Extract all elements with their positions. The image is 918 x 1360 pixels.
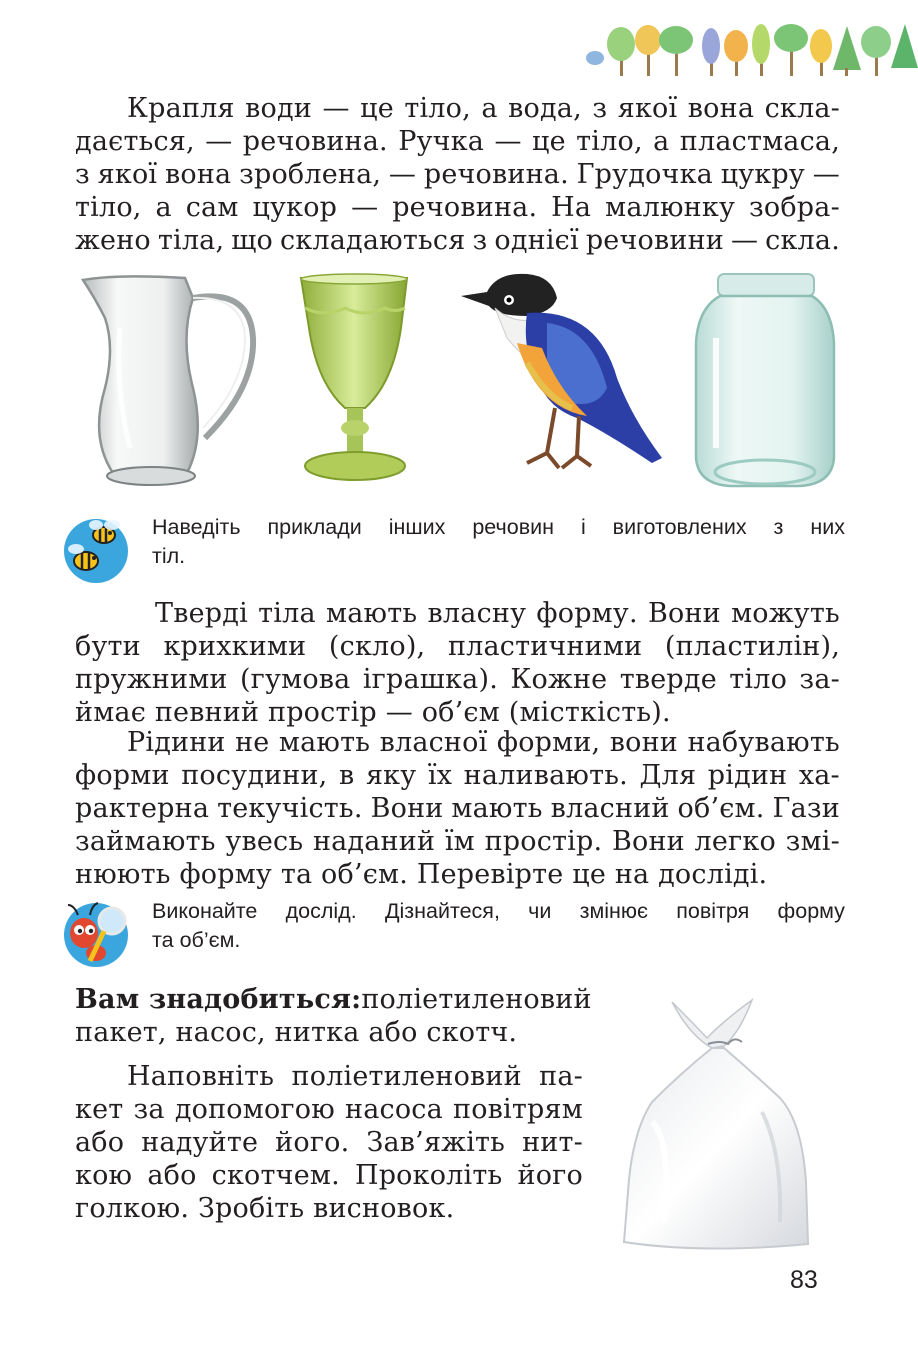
paragraph-experiment-instructions: [75, 1060, 583, 1225]
word: з: [75, 159, 90, 190]
word: Вони: [647, 598, 721, 629]
word: об’єм.: [321, 859, 409, 890]
word: це: [360, 93, 394, 124]
word: води: [245, 93, 313, 124]
word: —: [494, 126, 522, 157]
word: На: [551, 192, 592, 223]
word: інших: [388, 515, 446, 539]
task-text: [152, 513, 845, 571]
word: Дізнайтеся,: [384, 899, 500, 923]
word: форму: [777, 899, 845, 923]
word: Грудочка: [576, 159, 713, 190]
text-line: [152, 926, 845, 955]
word: можуть: [731, 598, 840, 629]
word: зобра-: [748, 192, 840, 223]
word: жено: [75, 225, 151, 256]
word: кет: [75, 1094, 124, 1125]
ant-magnifier-icon: [60, 897, 132, 969]
text-line: [75, 825, 840, 858]
word: скотч.: [426, 1017, 518, 1048]
word: Виконайте: [152, 899, 258, 923]
word: па-: [539, 1061, 583, 1092]
word: них: [810, 515, 845, 539]
word: що: [231, 225, 274, 256]
word: речовина.: [423, 159, 569, 190]
word: (скло),: [328, 631, 426, 662]
word: об’єм.: [179, 928, 241, 952]
word: дослід.: [285, 899, 357, 923]
word: Наведіть: [152, 515, 241, 539]
text-line: [75, 597, 840, 630]
word: Для: [639, 760, 697, 791]
materials-label: Вам знадобиться:: [75, 984, 362, 1015]
task-text: [152, 897, 845, 955]
word: форми,: [496, 727, 601, 758]
glass-bird-icon: [457, 268, 667, 493]
word: наданий: [312, 826, 436, 857]
word: за: [133, 1094, 165, 1125]
word: досліді.: [658, 859, 768, 890]
word: вони: [609, 727, 678, 758]
word: цукор: [252, 192, 338, 223]
word: нитка: [274, 1017, 360, 1048]
word: скотчем.: [211, 1160, 340, 1191]
word: простір: [268, 697, 377, 728]
text-line: [75, 1060, 583, 1093]
word: власну: [427, 598, 527, 629]
word: вона: [164, 159, 232, 190]
word: Зробіть: [197, 1193, 305, 1224]
word: форму.: [536, 598, 638, 629]
word: пакет,: [75, 1017, 167, 1048]
word: висновок.: [313, 1193, 455, 1224]
text-line: [75, 759, 840, 792]
word: текучість.: [217, 793, 363, 824]
word: вона: [687, 93, 755, 124]
word: з: [773, 515, 784, 539]
word: Рідини: [127, 727, 226, 758]
word: Кожне: [510, 664, 608, 695]
word: насос,: [175, 1017, 266, 1048]
word: або: [147, 1160, 197, 1191]
word: пластмаса,: [679, 126, 840, 157]
text-line: [75, 125, 840, 158]
word: приклади: [267, 515, 362, 539]
word: Перевірте: [416, 859, 564, 890]
word: —: [322, 93, 350, 124]
green-goblet-icon: [295, 268, 415, 493]
word: їм: [444, 826, 475, 857]
word: поліетиленовий: [361, 984, 592, 1015]
word: скла-: [764, 93, 840, 124]
word: якої: [97, 159, 158, 190]
word: тіло,: [75, 192, 142, 223]
plastic-bag-icon: [612, 992, 822, 1260]
text-line: [75, 663, 840, 696]
task-experiment: [60, 897, 845, 977]
word: яку: [365, 760, 417, 791]
word: його: [517, 1160, 583, 1191]
word: тверде: [619, 664, 717, 695]
word: поліетиленовий: [291, 1061, 522, 1092]
word: однієї: [494, 225, 579, 256]
word: вода,: [508, 93, 582, 124]
word: на: [614, 859, 650, 890]
word: тіл.: [152, 544, 186, 568]
word: Тверді: [155, 598, 248, 629]
word: сам: [185, 192, 239, 223]
word: надуйте: [141, 1127, 259, 1158]
word: речовини: [585, 225, 724, 256]
word: речовина.: [392, 192, 538, 223]
word: рідин: [707, 760, 788, 791]
text-line: [75, 92, 840, 125]
word: об’єм: [421, 697, 500, 728]
word: займають: [75, 826, 216, 857]
paragraph-liquids-gases: [75, 726, 840, 891]
word: з: [472, 225, 488, 256]
word: змі-: [785, 826, 840, 857]
word: повітрям: [453, 1094, 583, 1125]
word: і: [580, 515, 586, 539]
word: тіло,: [576, 126, 643, 157]
word: складаються: [280, 225, 466, 256]
word: це: [532, 126, 566, 157]
word: —: [351, 192, 379, 223]
word: —: [812, 159, 840, 190]
word: їх: [427, 760, 453, 791]
word: простір.: [484, 826, 603, 857]
glass-jar-icon: [690, 268, 840, 493]
word: та: [280, 859, 313, 890]
word: наливають.: [463, 760, 628, 791]
word: Вони: [611, 826, 685, 857]
word: мають: [278, 727, 371, 758]
glass-objects-photos: [75, 268, 840, 493]
word: мають: [326, 598, 418, 629]
word: крихкими: [163, 631, 307, 662]
glass-jug-icon: [75, 268, 265, 493]
word: зроблена,: [239, 159, 382, 190]
word: з: [592, 93, 608, 124]
word: ймає: [75, 697, 147, 728]
word: а: [481, 93, 498, 124]
word: (гумова: [239, 664, 351, 695]
word: змінює: [579, 899, 649, 923]
word: за-: [799, 664, 840, 695]
word: Крапля: [127, 93, 235, 124]
text-line: [152, 513, 845, 542]
word: об’єм.: [677, 793, 765, 824]
word: тіло: [729, 664, 788, 695]
text-line: [75, 983, 592, 1016]
text-line: [75, 191, 840, 224]
word: малюнку: [605, 192, 736, 223]
word: речовина.: [242, 126, 388, 157]
word: ха-: [798, 760, 840, 791]
word: або: [368, 1017, 418, 1048]
word: повітря: [676, 899, 750, 923]
word: посудини,: [181, 760, 328, 791]
text-line: [75, 696, 840, 729]
word: нюють: [75, 859, 171, 890]
word: —: [385, 697, 413, 728]
word: не: [235, 727, 270, 758]
word: насоса: [345, 1094, 443, 1125]
word: а: [155, 192, 172, 223]
word: —: [388, 159, 417, 190]
word: голкою.: [75, 1193, 190, 1224]
word: тіло,: [404, 93, 471, 124]
word: Наповніть: [127, 1061, 275, 1092]
text-line: [75, 1159, 583, 1192]
word: скла.: [765, 225, 840, 256]
word: допомогою: [174, 1094, 335, 1125]
page-number: 83: [790, 1266, 818, 1294]
task-examples: [60, 513, 845, 593]
text-line: [75, 1016, 583, 1049]
word: —: [730, 225, 759, 256]
word: Ручка: [398, 126, 485, 157]
word: пластичними: [447, 631, 643, 662]
word: чи: [528, 899, 552, 923]
word: його.: [275, 1127, 350, 1158]
bees-icon: [60, 513, 132, 585]
word: рактерна: [75, 793, 210, 824]
word: Зав’яжіть: [366, 1127, 506, 1158]
paragraph-solids: [75, 597, 840, 729]
word: набувають: [687, 727, 840, 758]
text-line: [75, 630, 840, 663]
word: та: [152, 928, 174, 952]
text-line: [152, 542, 845, 571]
word: якої: [617, 93, 678, 124]
text-line: [75, 158, 840, 191]
text-line: [75, 1093, 583, 1126]
word: кою: [75, 1160, 133, 1191]
materials-needed: [75, 983, 592, 1049]
word: Проколіть: [354, 1160, 503, 1191]
text-line: [75, 792, 840, 825]
trees-decoration-icon: [575, 18, 918, 80]
word: Вони: [370, 793, 444, 824]
word: виготовлених: [612, 515, 747, 539]
word: тіла: [258, 598, 316, 629]
text-line: [75, 224, 840, 257]
word: речовин: [472, 515, 555, 539]
word: легко: [694, 826, 776, 857]
word: нит-: [522, 1127, 583, 1158]
word: або: [75, 1127, 125, 1158]
word: форму: [179, 859, 273, 890]
text-line: [152, 897, 845, 926]
word: цукру: [720, 159, 805, 190]
word: мають: [451, 793, 543, 824]
word: пружними: [75, 664, 228, 695]
word: певний: [154, 697, 260, 728]
word: це: [572, 859, 607, 890]
word: (пластилін),: [664, 631, 840, 662]
word: тіла,: [157, 225, 225, 256]
text-line: [75, 858, 840, 891]
word: дається,: [75, 126, 195, 157]
word: бути: [75, 631, 141, 662]
word: в: [339, 760, 355, 791]
word: Гази: [772, 793, 840, 824]
text-line: [75, 1126, 583, 1159]
paragraph-substance-intro: [75, 92, 840, 257]
word: —: [205, 126, 233, 157]
word: а: [653, 126, 670, 157]
text-line: [75, 726, 840, 759]
word: (місткість).: [508, 697, 671, 728]
word: іграшка).: [362, 664, 498, 695]
word: власний: [550, 793, 670, 824]
word: увесь: [225, 826, 304, 857]
text-line: [75, 1192, 583, 1225]
word: власної: [379, 727, 488, 758]
word: форми: [75, 760, 170, 791]
